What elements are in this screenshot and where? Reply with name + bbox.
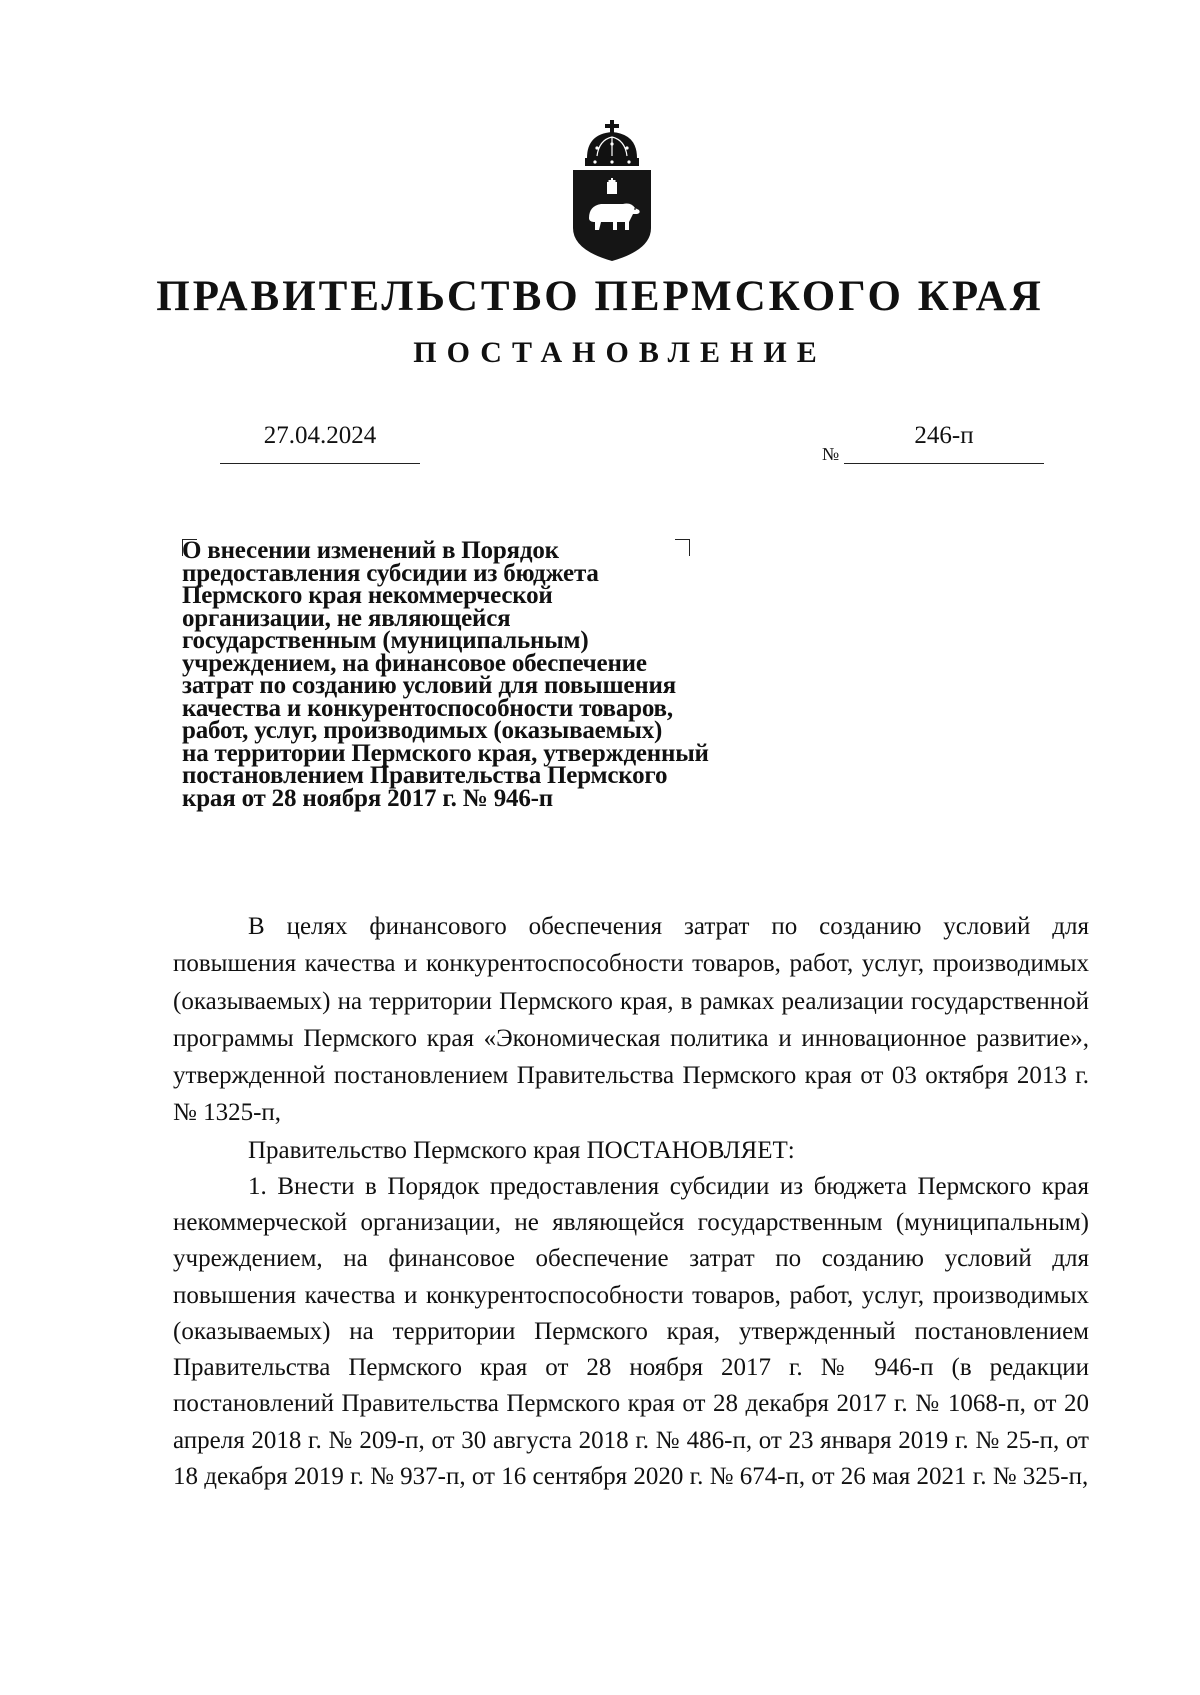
subject-line: учреждением, на финансовое обеспечение	[182, 649, 647, 677]
document-type-title: ПОСТАНОВЛЕНИЕ	[413, 336, 827, 369]
subject-line: О внесении изменений в Порядок	[182, 537, 559, 564]
resolution-paragraph: Правительство Пермского края ПОСТАНОВЛЯЕТ:	[248, 1136, 795, 1164]
organization-title: ПРАВИТЕЛЬСТВО ПЕРМСКОГО КРАЯ	[156, 273, 1044, 320]
document-date: 27.04.2024	[263, 422, 377, 449]
subject-line: края от 28 ноября 2017 г. № 946-п	[182, 784, 553, 812]
document-body	[173, 908, 1089, 1495]
subject-line: на территории Пермского края, утвержденный	[182, 739, 709, 767]
subject-line: организации, не являющейся	[182, 604, 511, 632]
number-sign: №	[822, 444, 840, 464]
subject-line: работ, услуг, производимых (оказываемых)	[182, 717, 663, 744]
subject-line: постановлением Правительства Пермского	[182, 762, 668, 789]
subject-line: качества и конкурентоспособности товаров,	[182, 694, 673, 722]
document-subject	[182, 537, 802, 812]
number-underline	[844, 463, 1044, 464]
item-1-paragraph: 1. Внести в Порядок предоставления субсидии из бюджета Пермского края некоммерческой организации, не являющейся государственным (муниципальным) учреждением, на финансовое обеспечение затрат по созданию условий для повышения качества и конкурентоспособности товаров, работ, услуг, производимых (оказываемых) на территории Пермского края, утвержденный постановлением Правительства Пермского края от 28 ноября 2017 г. № 946-п (в редакции постановлений Правительства Пермского края от 28 декабря 2017 г. № 1068-п, от 20 апреля 2018 г. № 209-п, от 30 августа 2018 г. № 486-п, от 23 января 2019 г. № 25-п, от 18 декабря 2019 г. № 937-п, от 16 сентября 2020 г. № 674-п, от 26 мая 2021 г. № 325-п,	[173, 1173, 1089, 1490]
date-underline	[220, 463, 420, 464]
subject-line: предоставления субсидии из бюджета	[182, 559, 599, 587]
subject-line: затрат по созданию условий для повышения	[182, 672, 677, 699]
preamble-paragraph: В целях финансового обеспечения затрат по созданию условий для повышения качества и конкурентоспособности товаров, работ, услуг, производимых (оказываемых) на территории Пермского края, в рамках реализации государственной программы Пермского края «Экономическая политика и инновационное развитие», утвержденной постановлением Правительства Пермского края от 03 октября 2013 г. № 1325-п,	[173, 913, 1089, 1127]
coat-of-arms-emblem	[567, 118, 657, 262]
date-field	[220, 423, 420, 465]
number-field	[822, 423, 1044, 465]
subject-line: государственным (муниципальным)	[182, 627, 589, 654]
document-number: 246-п	[914, 422, 974, 449]
subject-line: Пермского края некоммерческой	[182, 582, 553, 609]
